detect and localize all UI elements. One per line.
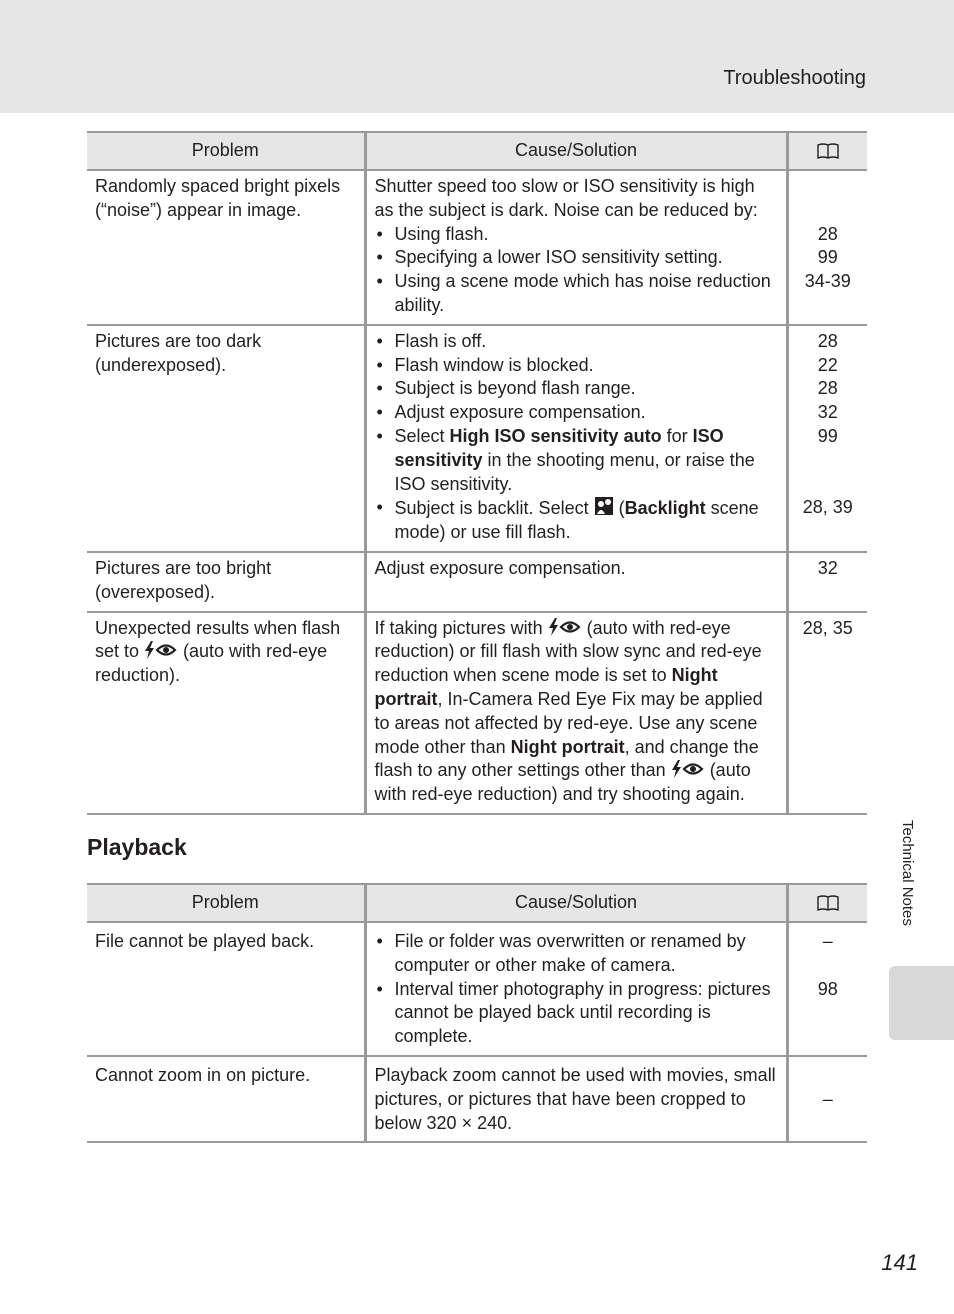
solution-list xyxy=(375,330,778,545)
solution-cell: Playback zoom cannot be used with movies, small pictures, or pictures that have been cropped to below 320 × 240. xyxy=(365,1056,787,1142)
page-ref: – xyxy=(822,931,833,951)
list-item: • Subject is beyond flash range. xyxy=(375,377,778,401)
reference-cell xyxy=(787,1056,867,1142)
reference-header xyxy=(787,884,867,922)
list-item: • Using flash. xyxy=(375,223,778,247)
book-reference-icon xyxy=(816,894,840,912)
table-row xyxy=(87,170,867,325)
problem-cell: Unexpected results when flash set to (auto with red-eye reduction). xyxy=(87,612,365,814)
problem-cell: Pictures are too bright (overexposed). xyxy=(87,552,365,612)
page-ref: 34-39 xyxy=(804,271,851,292)
solution-list xyxy=(375,223,778,318)
header-band xyxy=(0,0,954,113)
section-title: Troubleshooting xyxy=(723,67,866,89)
side-tab xyxy=(889,966,954,1040)
problem-header: Problem xyxy=(87,884,365,922)
list-item: • Interval timer photography in progress: pictures cannot be played back until recording is complete. xyxy=(375,978,778,1049)
page-ref: 98 xyxy=(817,978,838,999)
list-item: • Subject is backlit. Select (Backlight scene mode) or use fill flash. xyxy=(375,496,778,545)
solution-cell xyxy=(365,922,787,1056)
page-ref: 32 xyxy=(817,402,838,423)
side-tab-label: Technical Notes xyxy=(899,820,916,926)
page-ref: 28, 39 xyxy=(802,497,853,518)
page-ref: 28, 35 xyxy=(802,617,853,638)
reference-cell xyxy=(787,170,867,325)
page-ref: 32 xyxy=(817,557,838,578)
page-ref: – xyxy=(822,1088,833,1109)
solution-cell xyxy=(365,170,787,325)
list-item: • Using a scene mode which has noise reduction ability. xyxy=(375,270,778,318)
playback-heading: Playback xyxy=(87,834,187,860)
list-item: • Adjust exposure compensation. xyxy=(375,401,778,425)
reference-cell xyxy=(787,922,867,1056)
list-item: • Flash is off. xyxy=(375,330,778,354)
reference-cell xyxy=(787,325,867,552)
book-reference-icon xyxy=(816,142,840,160)
solution-cell: Adjust exposure compensation. xyxy=(365,552,787,612)
backlight-scene-icon xyxy=(594,496,614,516)
cause-solution-header: Cause/Solution xyxy=(365,884,787,922)
reference-header xyxy=(787,132,867,170)
problem-header: Problem xyxy=(87,132,365,170)
list-item: • Select High ISO sensitivity auto for ISO sensitivity in the shooting menu, or raise the ISO sensitivity. xyxy=(375,425,778,496)
flash-red-eye-icon xyxy=(144,641,178,659)
table-row xyxy=(87,1056,867,1142)
reference-cell xyxy=(787,552,867,612)
problem-cell: Cannot zoom in on picture. xyxy=(87,1056,365,1142)
solution-cell: If taking pictures with (auto with red-eye reduction) or fill flash with slow sync and red-eye reduction when scene mode is set to Night portrait, In-Camera Red Eye Fix may be applied to areas not affected by red-eye. Use any scene mode other than Night portrait, and change the flash to any other settings other than (auto with red-eye reduction) and try shooting again. xyxy=(365,612,787,814)
page-ref: 28 xyxy=(817,378,838,399)
page-ref: 22 xyxy=(817,354,838,375)
playback-table xyxy=(87,883,867,1143)
table-row xyxy=(87,922,867,1056)
page-ref: 28 xyxy=(817,223,838,244)
flash-red-eye-icon xyxy=(548,618,582,636)
table-header-row xyxy=(87,132,867,170)
problem-cell: File cannot be played back. xyxy=(87,922,365,1056)
cause-solution-header: Cause/Solution xyxy=(365,132,787,170)
page-number: 141 xyxy=(881,1250,918,1275)
table-header-row xyxy=(87,884,867,922)
solution-list xyxy=(375,930,778,1049)
page-ref: 99 xyxy=(817,425,838,446)
problem-cell: Randomly spaced bright pixels (“noise”) appear in image. xyxy=(87,170,365,325)
list-item: • Specifying a lower ISO sensitivity setting. xyxy=(375,246,778,270)
troubleshooting-table xyxy=(87,131,867,815)
solution-cell xyxy=(365,325,787,552)
table-row xyxy=(87,325,867,552)
table-row xyxy=(87,552,867,612)
solution-intro: Shutter speed too slow or ISO sensitivity is high as the subject is dark. Noise can be reduced by: xyxy=(374,176,758,220)
page-ref: 99 xyxy=(817,247,838,268)
list-item: • Flash window is blocked. xyxy=(375,354,778,378)
problem-cell: Pictures are too dark (underexposed). xyxy=(87,325,365,552)
reference-cell xyxy=(787,612,867,814)
list-item: • File or folder was overwritten or renamed by computer or other make of camera. xyxy=(375,930,778,978)
flash-red-eye-icon xyxy=(671,760,705,778)
table-row xyxy=(87,612,867,814)
page-ref: 28 xyxy=(817,330,838,351)
